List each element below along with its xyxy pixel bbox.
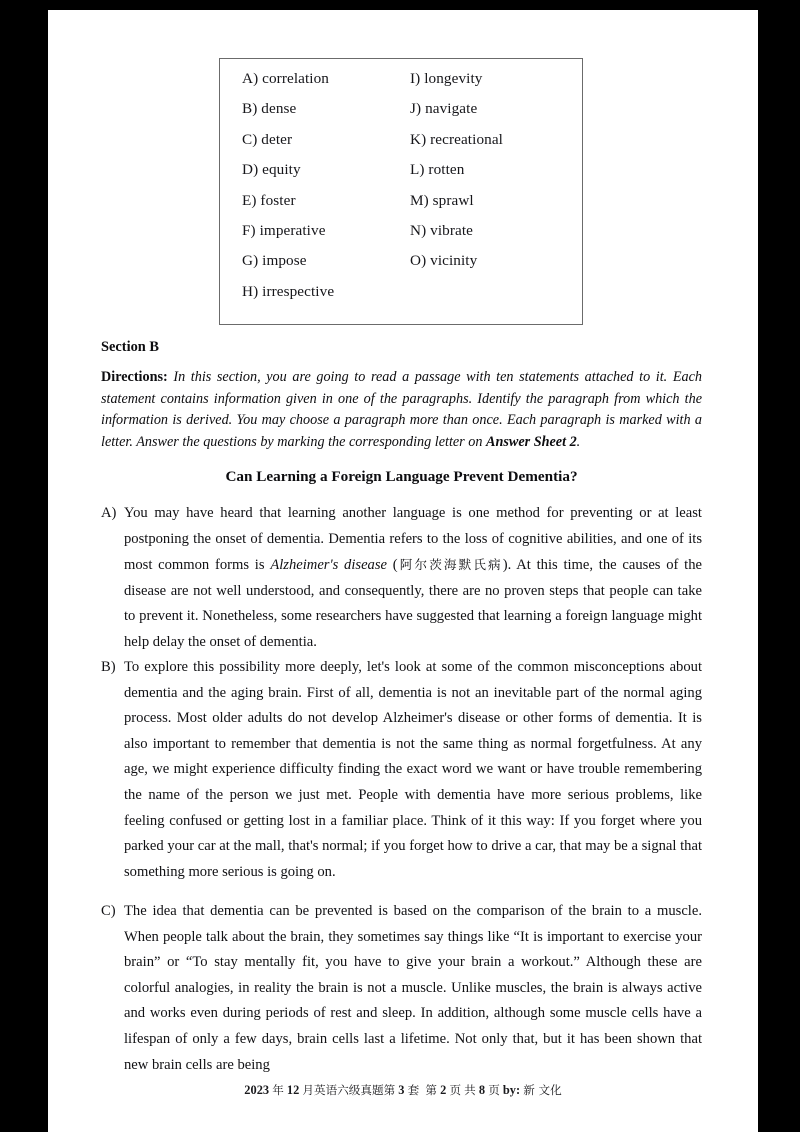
directions-body: In this section, you are going to read a passage with ten statements attached to it. Each statement contains information given in one of the paragraphs. Identify the paragraph from which the information is derived. You may choose a paragraph more than once. Each paragraph is marked with a letter. Answer the questions by marking the corresponding letter on [101, 369, 702, 450]
paragraph-a-chinese-gloss: 阿尔茨海默氏病 [397, 557, 503, 573]
passage-paragraph-b [101, 655, 702, 885]
directions-block [101, 367, 702, 453]
paragraph-a-italic-term: Alzheimer's disease [270, 557, 388, 574]
answer-sheet-reference: Answer Sheet 2 [486, 433, 577, 450]
footer-set-char: 套 [407, 1083, 420, 1097]
paragraph-text-c: The idea that dementia can be prevented is based on the comparison of the brain to a muscle. When people talk about the brain, they sometimes say things like “It is important to exercise your brain” or “To stay mentally fit, you have to give your brain a workout.” Although these are colorful analogies, in reality the brain is not a muscle. Unlike muscles, the brain is always active and works even during periods of rest and sleep. In addition, although some muscle cells have a lifespan of only a few days, brain cells last a lifetime. Not only that, but it has been shown that new brain cells are being [124, 903, 702, 1073]
footer-year: 2023 [244, 1083, 270, 1097]
word-bank-row [220, 223, 582, 253]
footer-by-label: by: [502, 1083, 521, 1097]
paragraph-letter-b: B) [101, 659, 116, 675]
footer-page-label: 第 [425, 1083, 438, 1097]
page-footer [48, 1082, 758, 1098]
word-option-g: G) impose [242, 252, 307, 270]
word-bank-row [220, 132, 582, 162]
word-option-n: N) vibrate [410, 221, 473, 239]
word-option-h: H) irrespective [242, 282, 335, 300]
passage-paragraph-c [101, 899, 702, 1078]
page-frame [48, 10, 758, 1132]
footer-total-char: 页 [488, 1083, 500, 1097]
paragraph-a-part3: ). At this time, the causes of the disease are not well understood, and consequently, there are no proven steps that people can take to prevent it. Nonetheless, some researchers have suggested that learning a foreign language might help delay the onset of dementia. [124, 557, 702, 650]
word-option-i: I) longevity [410, 70, 483, 87]
paragraph-text-b: To explore this possibility more deeply, let's look at some of the common misconceptions about dementia and the aging brain. First of all, dementia is not an inevitable part of the normal aging process. Most older adults do not develop Alzheimer's disease or other forms of dementia. It is also important to remember that dementia is not the same thing as normal forgetfulness. At any age, we might experience difficulty finding the exact word we want or have trouble remembering the name of the person we just met. People with dementia have more serious problems, like feeling confused or getting lost in a familiar place. Think of it this way: If you forget where you parked your car at the mall, that's normal; if you forget how to drive a car, that may be a signal that something more serious is going on. [124, 659, 702, 880]
word-bank-box [219, 58, 583, 325]
footer-total-pages: 8 [478, 1083, 486, 1097]
word-option-k: K) recreational [410, 130, 503, 148]
section-heading: Section B [101, 339, 159, 355]
word-option-o: O) vicinity [410, 252, 478, 270]
footer-total-label: 共 [464, 1083, 476, 1097]
footer-year-char: 年 [272, 1083, 284, 1097]
word-option-j: J) navigate [410, 100, 478, 118]
word-option-m: M) sprawl [410, 191, 474, 209]
word-bank-row [220, 162, 582, 192]
paragraph-letter-a: A) [101, 505, 117, 521]
directions-label: Directions: [101, 369, 168, 385]
footer-publisher: 新 文化 [523, 1083, 562, 1097]
footer-page-number: 2 [440, 1083, 447, 1097]
word-option-d: D) equity [242, 161, 301, 179]
paragraph-a-part1: You may have heard that learning another language is one method for preventing or at least postponing the onset of dementia. Dementia refers to the loss of cognitive abilities, and one of its most common forms is [124, 505, 702, 574]
word-bank-row [220, 284, 582, 314]
paragraph-a-part2: ( [387, 557, 398, 574]
word-bank-row [220, 193, 582, 223]
passage-title: Can Learning a Foreign Language Prevent Dementia? [225, 468, 578, 485]
footer-exam-label: 月英语六级真题第 [302, 1083, 396, 1097]
footer-set-number: 3 [398, 1083, 405, 1097]
word-bank-row [220, 71, 582, 101]
word-bank-row [220, 253, 582, 283]
word-option-b: B) dense [242, 100, 297, 118]
word-option-l: L) rotten [410, 161, 465, 179]
word-option-c: C) deter [242, 130, 293, 148]
footer-page-char: 页 [449, 1083, 462, 1097]
paragraph-letter-c: C) [101, 903, 116, 919]
word-bank-row [220, 101, 582, 131]
document-page [48, 10, 758, 1132]
directions-end: . [576, 433, 581, 450]
word-option-f: F) imperative [242, 221, 326, 239]
word-option-a: A) correlation [242, 70, 330, 87]
passage-paragraph-a [101, 501, 702, 656]
footer-month: 12 [286, 1083, 300, 1097]
paragraph-text-a [124, 501, 702, 656]
word-option-e: E) foster [242, 191, 296, 209]
